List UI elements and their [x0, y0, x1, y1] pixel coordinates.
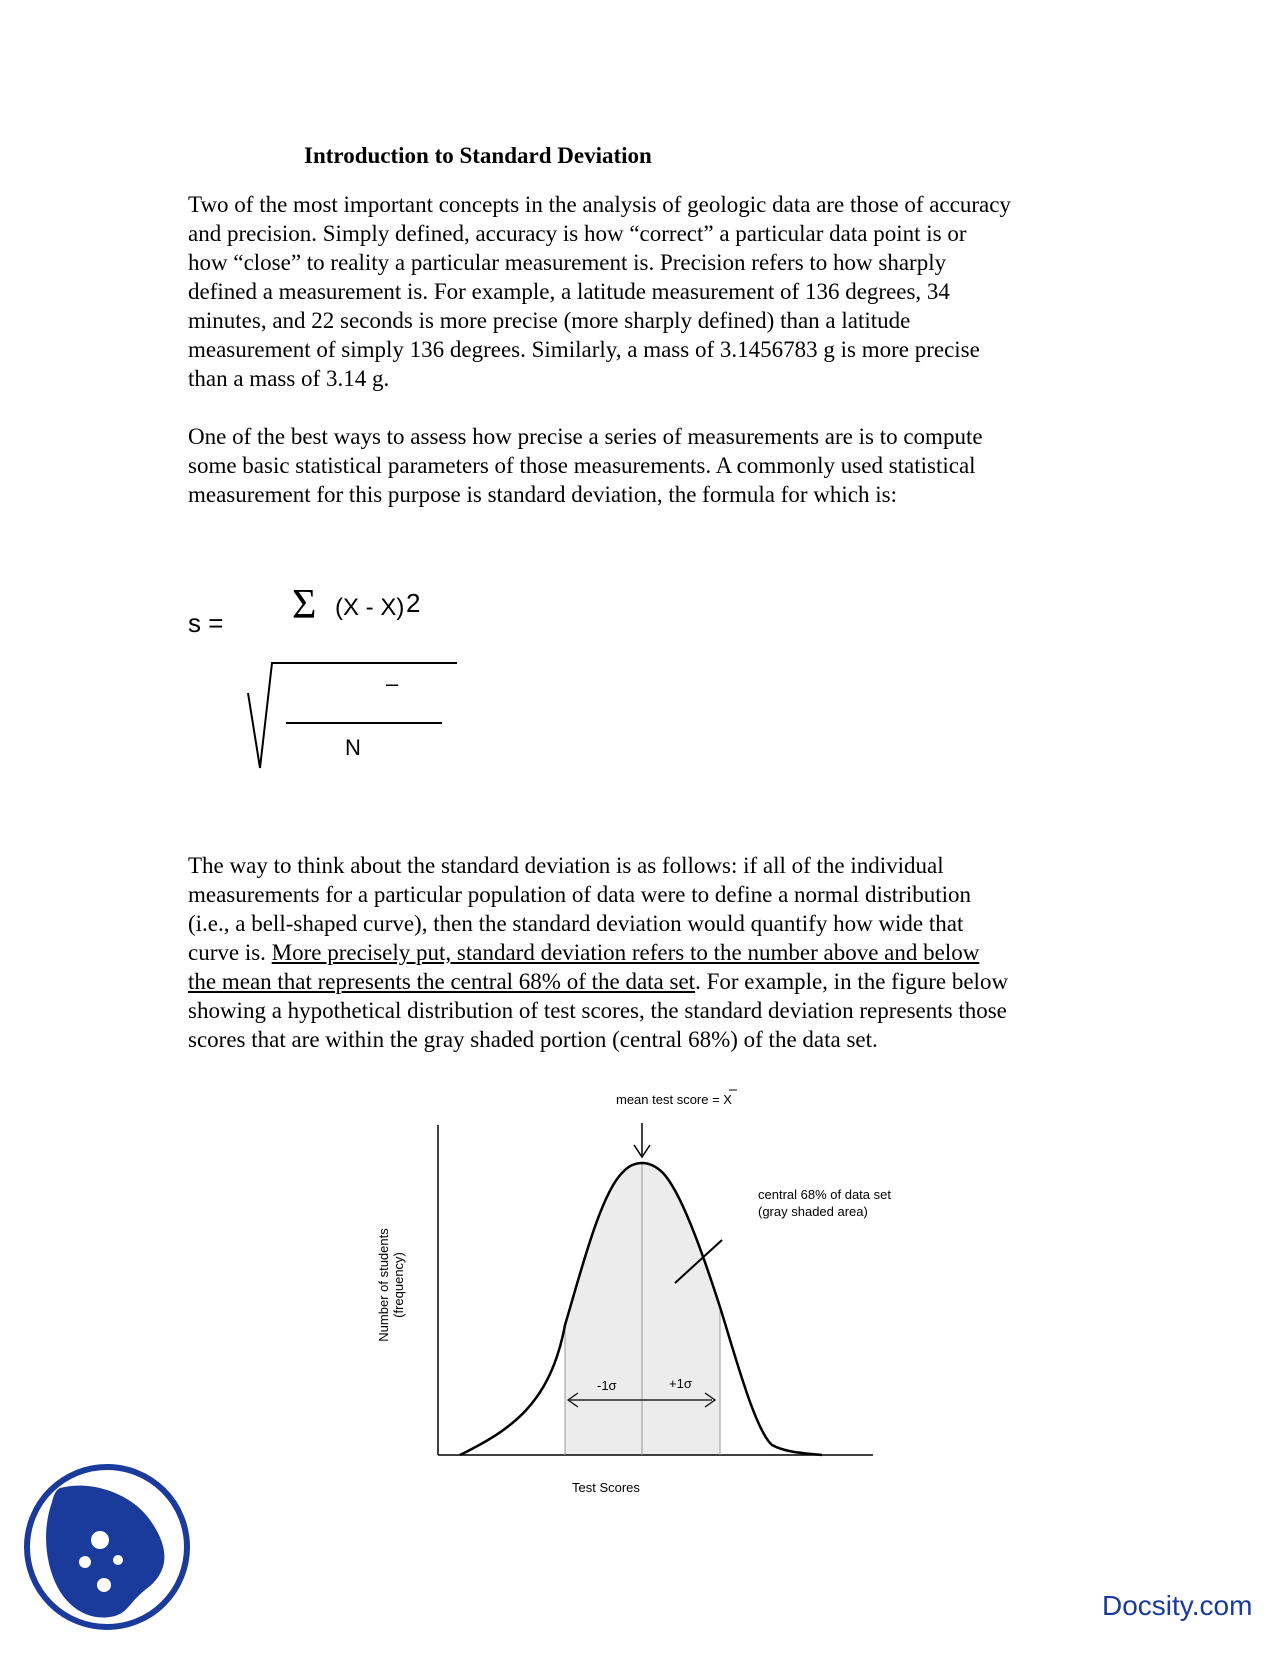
paragraph-standard-deviation [188, 851, 1108, 1054]
text-line: scores that are within the gray shaded portion (central 68%) of the data set. [188, 1027, 878, 1052]
text-run: curve is. [188, 940, 272, 965]
bell-curve-figure [360, 1085, 920, 1495]
standard-deviation-formula [180, 585, 480, 785]
formula-denominator: N [345, 735, 361, 760]
mean-bar: – [386, 671, 399, 696]
paragraph-accuracy-precision [188, 190, 1108, 393]
formula-exponent: 2 [406, 588, 421, 618]
text-line: measurements for a particular population of data were to define a normal distribution [188, 882, 972, 907]
x-axis-label: Test Scores [572, 1480, 640, 1495]
text-line: minutes, and 22 seconds is more precise (more sharply defined) than a latitude [188, 308, 911, 333]
minus-sigma-label: -1σ [597, 1378, 617, 1393]
text-line: (i.e., a bell-shaped curve), then the standard deviation would quantify how wide that [188, 911, 964, 936]
y-axis-label-line2: (frequency) [391, 1252, 406, 1318]
docsity-logo-icon [20, 1460, 195, 1635]
sigma-symbol: Σ [292, 585, 317, 628]
plus-sigma-label: +1σ [669, 1376, 692, 1391]
mean-label: mean test score = X [616, 1092, 732, 1107]
y-axis-label-line1: Number of students [376, 1228, 391, 1342]
shade-label-line1: central 68% of data set [758, 1187, 891, 1202]
text-line: than a mass of 3.14 g. [188, 366, 390, 391]
docsity-brand-link[interactable]: Docsity.com [1102, 1590, 1253, 1621]
underlined-definition: More precisely put, standard deviation refers to the number above and below [271, 940, 980, 965]
paragraph-statistics [188, 422, 1108, 509]
text-line: how “close” to reality a particular measurement is. Precision refers to how sharply [188, 250, 947, 275]
text-run: . For example, in the figure below [695, 969, 1009, 994]
text-line: The way to think about the standard deviation is as follows: if all of the individual [188, 853, 944, 878]
text-line [188, 967, 1108, 996]
document-title: Introduction to Standard Deviation [304, 143, 652, 168]
text-line: Two of the most important concepts in the analysis of geologic data are those of accuracy [188, 192, 1011, 217]
text-line [188, 938, 1108, 967]
text-line: some basic statistical parameters of those measurements. A commonly used statistical [188, 453, 976, 478]
underlined-definition: the mean that represents the central 68% of the data set [188, 969, 696, 994]
formula-lhs: s = [188, 608, 224, 638]
shade-label-line2: (gray shaded area) [758, 1204, 868, 1219]
text-line: and precision. Simply defined, accuracy is how “correct” a particular data point is or [188, 221, 967, 246]
text-line: defined a measurement is. For example, a latitude measurement of 136 degrees, 34 [188, 279, 950, 304]
text-line: measurement of simply 136 degrees. Similarly, a mass of 3.1456783 g is more precise [188, 337, 980, 362]
text-line: One of the best ways to assess how precise a series of measurements are is to compute [188, 424, 983, 449]
text-line: measurement for this purpose is standard deviation, the formula for which is: [188, 482, 897, 507]
formula-numerator: (X - X) [335, 594, 405, 621]
text-line: showing a hypothetical distribution of test scores, the standard deviation represents those [188, 998, 1007, 1023]
